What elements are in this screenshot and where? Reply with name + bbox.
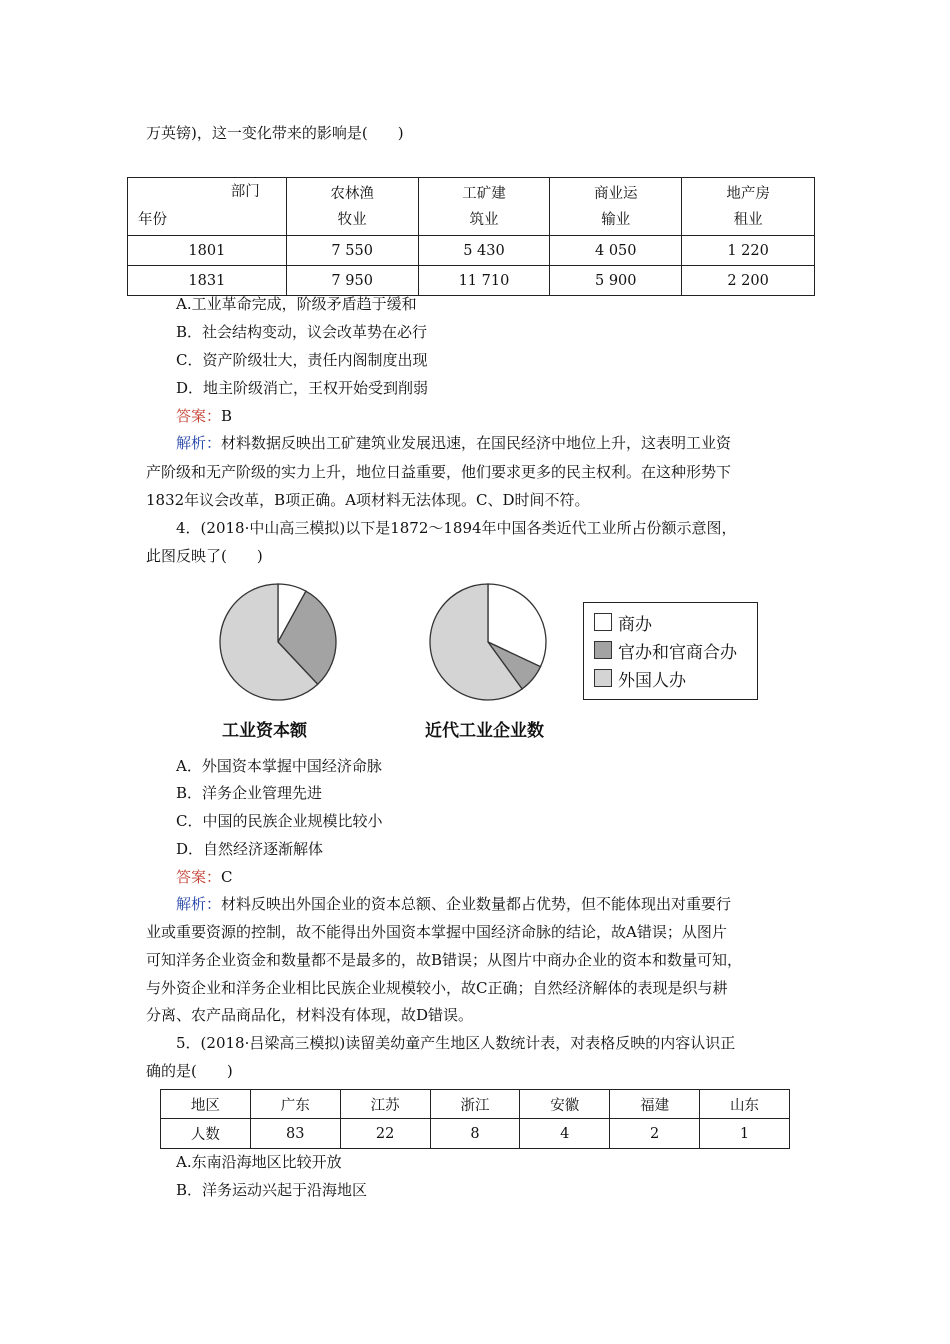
q4-analysis-line: 业或重要资源的控制，故不能得出外国资本掌握中国经济命脉的结论，故A错误；从图片: [146, 923, 727, 941]
answer-label: 答案：: [176, 407, 222, 425]
legend-item: 官办和官商合办: [594, 638, 737, 662]
legend-swatch: [594, 641, 612, 659]
q3-analysis-line: 1832年议会改革，B项正确。A项材料无法体现。C、D时间不符。: [146, 491, 590, 509]
q5-option-b: B．洋务运动兴起于沿海地区: [176, 1181, 368, 1199]
legend-swatch: [594, 669, 612, 687]
q3-stem-tail: 万英镑)，这一变化带来的影响是( ): [146, 124, 404, 142]
q4-option-a: A．外国资本掌握中国经济命脉: [176, 757, 382, 775]
table-row: 1831 7 950 11 710 5 900 2 200: [128, 266, 815, 296]
q4-answer: [176, 867, 233, 887]
q4-analysis-line: 与外资企业和洋务企业相比民族企业规模较小，故C正确；自然经济解体的表现是织与耕: [146, 979, 728, 997]
table-row: 人数 83 22 8 4 2 1: [161, 1119, 790, 1149]
q5-stem-line: 5．(2018·吕梁高三模拟)读留美幼童产生地区人数统计表，对表格反映的内容认识正: [176, 1034, 736, 1052]
q4-analysis-line: 分离、农产品商品化，材料没有体现，故D错误。: [146, 1006, 474, 1024]
q5-data-table: [160, 1089, 790, 1149]
q3-option-c: C．资产阶级壮大，责任内阁制度出现: [176, 351, 428, 369]
q4-stem-line: 4．(2018·中山高三模拟)以下是1872～1894年中国各类近代工业所占份额示意图，: [176, 519, 737, 537]
q3-header-cell: 农林渔 牧业: [286, 178, 418, 236]
q3-option-b: B．社会结构变动，议会改革势在必行: [176, 323, 428, 341]
q3-header-cell: 地产房 租业: [682, 178, 815, 236]
q3-corner-top: 部门: [230, 184, 260, 200]
table-row: 1801 7 550 5 430 4 050 1 220: [128, 236, 815, 266]
q3-header-cell: 商业运 输业: [550, 178, 682, 236]
q3-corner-bottom: 年份: [138, 212, 167, 228]
q4-stem-line: 此图反映了( ): [146, 547, 263, 565]
pie-caption-capital: 工业资本额: [222, 721, 307, 741]
q3-analysis-line: 解析：材料数据反映出工矿建筑业发展迅速，在国民经济中地位上升，这表明工业资: [176, 434, 732, 452]
legend-item: 商办: [594, 610, 652, 634]
pie-caption-enterprises: 近代工业企业数: [425, 721, 544, 741]
q4-option-d: D．自然经济逐渐解体: [176, 840, 324, 858]
q3-analysis-line: 产阶级和无产阶级的实力上升，地位日益重要，他们要求更多的民主权利。在这种形势下: [146, 463, 732, 481]
table-row: 地区 广东 江苏 浙江 安徽 福建 山东: [161, 1090, 790, 1119]
legend-swatch: [594, 613, 612, 631]
q4-option-c: C．中国的民族企业规模比较小: [176, 812, 383, 830]
legend-item: 外国人办: [594, 666, 686, 690]
q3-data-table: [127, 177, 815, 296]
q5-stem-line: 确的是( ): [146, 1062, 233, 1080]
analysis-label: 解析：: [176, 895, 222, 913]
answer-value: B: [221, 407, 233, 425]
q5-option-a: A.东南沿海地区比较开放: [176, 1153, 342, 1171]
q3-option-d: D．地主阶级消亡，王权开始受到削弱: [176, 379, 429, 397]
q3-option-a: A.工业革命完成，阶级矛盾趋于缓和: [176, 295, 417, 313]
analysis-label: 解析：: [176, 434, 222, 452]
answer-value: C: [221, 868, 233, 886]
q3-header-cell: 工矿建 筑业: [418, 178, 550, 236]
answer-label: 答案：: [176, 868, 222, 886]
q3-answer: [176, 406, 232, 426]
q4-analysis-line: 解析：材料反映出外国企业的资本总额、企业数量都占优势，但不能体现出对重要行: [176, 895, 732, 913]
q3-table-corner: [128, 178, 287, 236]
q4-analysis-line: 可知洋务企业资金和数量都不是最多的，故B错误；从图片中商办企业的资本和数量可知，: [146, 951, 743, 969]
chart-legend: [583, 602, 758, 700]
q4-option-b: B．洋务企业管理先进: [176, 784, 323, 802]
